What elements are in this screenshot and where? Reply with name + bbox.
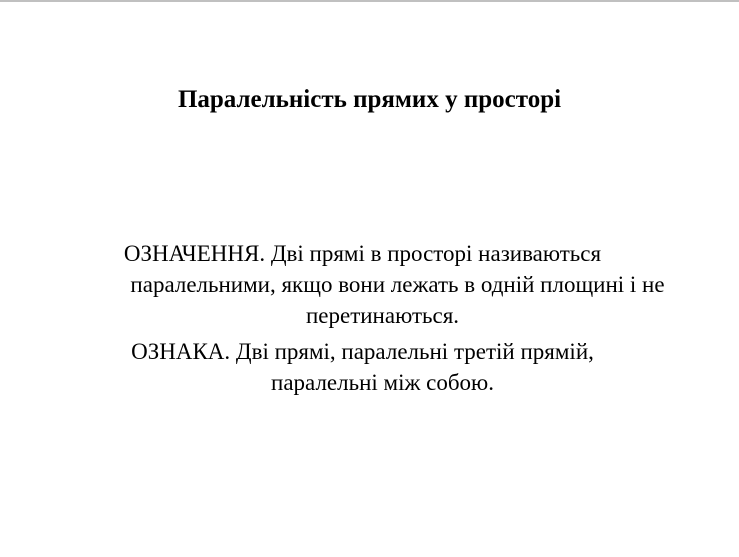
definition-paragraph [60,238,685,331]
top-border [0,0,739,2]
definition-line: паралельними, якщо вони лежать в одній площині і не [130,272,665,297]
definition-line: ОЗНАЧЕННЯ. Дві прямі в просторі називаються [123,241,602,266]
slide-body [60,238,685,403]
criterion-line: ОЗНАКА. Дві прямі, паралельні третій прямій, [131,339,594,364]
slide-title: Паралельність прямих у просторі [177,86,562,113]
definition-line: перетинаються. [305,303,460,328]
criterion-line: паралельні між собою. [271,370,494,395]
criterion-paragraph [60,336,685,398]
